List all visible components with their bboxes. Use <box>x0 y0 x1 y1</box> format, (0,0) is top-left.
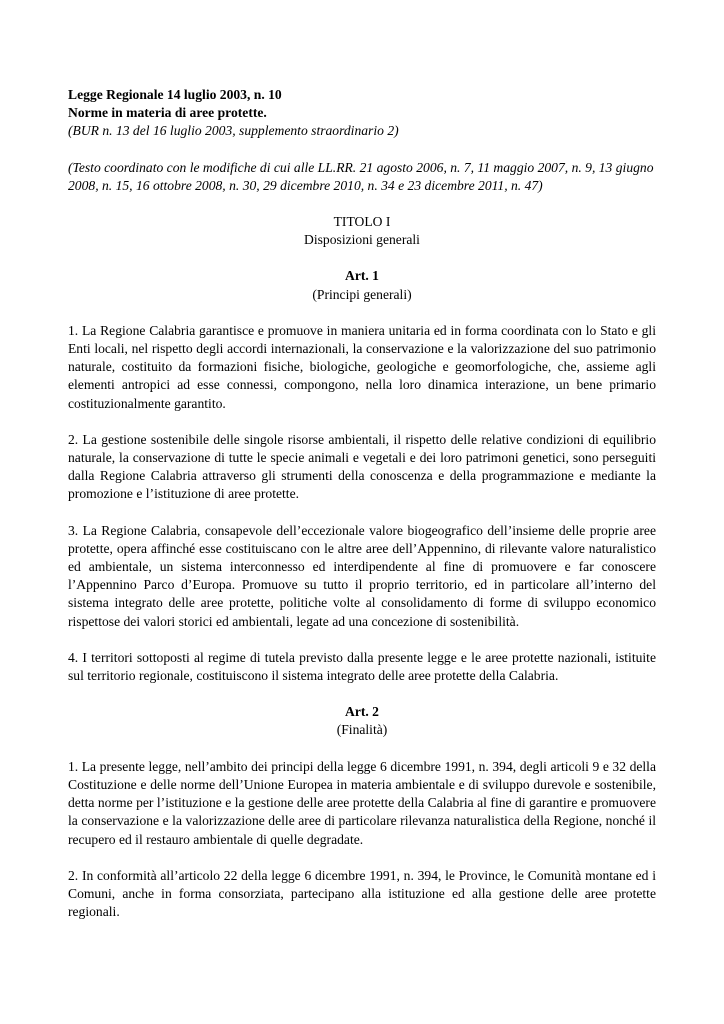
article-2 <box>68 703 656 921</box>
article-paragraph: 2. La gestione sostenibile delle singole risorse ambientali, il rispetto delle relative condizioni di equilibrio naturale, la conservazione di tutte le specie animali e vegetali e dei loro patrimoni genetici, sono perseguiti dalla Regione Calabria attraverso gli strumenti della conoscenza e della programmazione e mediante la promozione e l’istituzione di aree protette. <box>68 431 656 502</box>
titolo-name: Disposizioni generali <box>304 232 420 248</box>
law-title: Legge Regionale 14 luglio 2003, n. 10 <box>68 87 282 102</box>
publication-reference: (BUR n. 13 del 16 luglio 2003, supplemento straordinario 2) <box>68 123 399 139</box>
law-subject: Norme in materia di aree protette. <box>68 105 267 121</box>
article-number: Art. 1 <box>345 268 379 284</box>
document-page <box>68 86 656 921</box>
titolo-heading <box>68 213 656 249</box>
document-header <box>68 86 656 195</box>
article-number: Art. 2 <box>345 704 379 720</box>
article-1 <box>68 267 656 685</box>
article-heading <box>68 703 656 739</box>
article-title: (Principi generali) <box>312 286 412 302</box>
titolo-number: TITOLO I <box>333 214 391 230</box>
coordination-note: (Testo coordinato con le modifiche di cui alle LL.RR. 21 agosto 2006, n. 7, 11 maggio 2007, n. 9, 13 giugno 2008, n. 15, 16 ottobre 2008, n. 30, 29 dicembre 2010, n. 34 e 23 dicembre 2011, n. 47) <box>68 159 654 193</box>
article-paragraph: 2. In conformità all’articolo 22 della legge 6 dicembre 1991, n. 394, le Province, le Comunità montane ed i Comuni, anche in forma consorziata, partecipano alla istituzione ed alla gestione delle aree protette regionali. <box>68 867 656 920</box>
article-paragraph: 4. I territori sottoposti al regime di tutela previsto dalla presente legge e le aree protette nazionali, istituite sul territorio regionale, costituiscono il sistema integrato delle aree protette della Calabria. <box>68 649 656 684</box>
article-title: (Finalità) <box>336 722 388 738</box>
article-paragraph: 3. La Regione Calabria, consapevole dell’eccezionale valore biogeografico dell’insieme delle proprie aree protette, opera affinché esse costituiscano con le altre aree dell’Appennino, di rilevante valore naturalistico ed ambientale, un sistema interconnesso ed interdipendente al fine di promuovere e far conoscere l’Appennino Parco d’Europa. Promuove su tutto il proprio territorio, ed in particolare all’interno del sistema integrato delle aree protette, politiche volte al consolidamento di forme di sviluppo economico rispettose dei valori storici ed ambientali, legate ad una concezione di sostenibilità. <box>68 522 656 629</box>
article-heading <box>68 267 656 303</box>
article-paragraph: 1. La presente legge, nell’ambito dei principi della legge 6 dicembre 1991, n. 394, degli articoli 9 e 32 della Costituzione e delle norme dell’Unione Europea in materia ambientale e di sviluppo durevole e sostenibile, detta norme per l’istituzione e la gestione delle aree protette della Calabria al fine di garantire e promuovere la conservazione e la valorizzazione delle aree di particolare rilevanza naturalistica della Regione, nonché il recupero ed il restauro ambientale di quelle degradate. <box>68 758 656 847</box>
article-paragraph: 1. La Regione Calabria garantisce e promuove in maniera unitaria ed in forma coordinata con lo Stato e gli Enti locali, nel rispetto degli accordi internazionali, la conservazione e la valorizzazione del suo patrimonio naturale, costituito da formazioni fisiche, biologiche, geologiche e geomorfologiche, che, assieme agli elementi antropici ad esse connessi, compongono, nella loro dinamica interazione, un bene primario costituzionalmente garantito. <box>68 322 656 411</box>
